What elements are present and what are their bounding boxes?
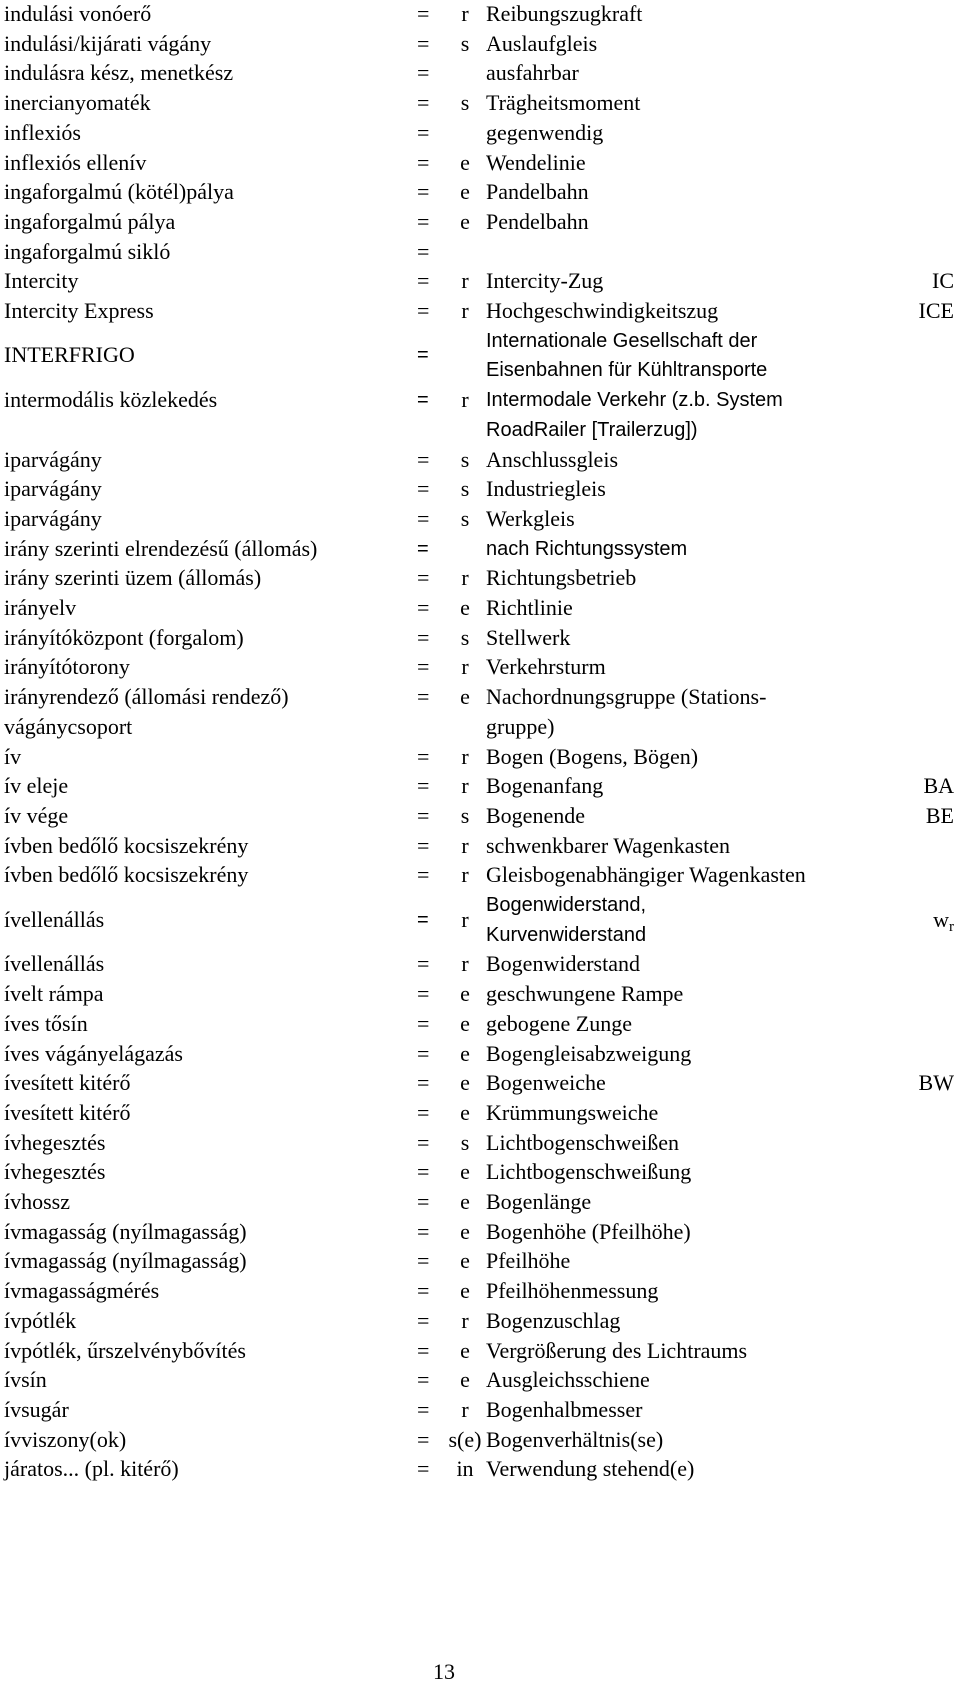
equals-sign: = <box>417 951 430 977</box>
gender-marker: r <box>461 773 469 799</box>
german-term: Trägheitsmoment <box>486 90 641 116</box>
german-term: Lichtbogenschweißung <box>486 1159 692 1185</box>
abbreviation <box>933 904 954 943</box>
equals-sign: = <box>417 654 430 680</box>
hungarian-term: ívviszony(ok) <box>4 1426 127 1452</box>
gender-marker: s <box>460 446 470 472</box>
glossary-row <box>0 1186 960 1216</box>
hungarian-term: indulási vonóerő <box>4 1 152 26</box>
hungarian-term: inflexiós ellenív <box>4 149 147 175</box>
german-term: Auslaufgleis <box>486 30 598 56</box>
equals-sign: = <box>417 60 430 86</box>
gender-marker: s <box>460 1129 470 1155</box>
glossary-row <box>0 295 960 325</box>
hungarian-term: ívesített kitérő <box>4 1099 131 1125</box>
german-term: Ausgleichsschiene <box>486 1367 650 1393</box>
gender-marker: e <box>460 1159 470 1185</box>
gender-marker: r <box>461 1396 469 1422</box>
gender-marker: e <box>460 1189 470 1214</box>
gender-marker: s <box>460 30 470 56</box>
gender-marker: e <box>460 684 470 710</box>
equals-sign: = <box>417 1189 430 1214</box>
hungarian-term: íves tősín <box>4 1010 88 1036</box>
abbreviation-text: BA <box>923 773 954 799</box>
glossary-row <box>0 978 960 1008</box>
hungarian-term: ívellenállás <box>4 906 105 932</box>
equals-sign: = <box>417 1218 430 1244</box>
equals-sign: = <box>417 537 429 560</box>
equals-sign: = <box>417 344 429 367</box>
page-number: 13 <box>433 1659 455 1684</box>
glossary-row <box>0 1008 960 1038</box>
gender-marker: r <box>461 298 469 323</box>
german-term: gruppe) <box>486 713 555 739</box>
equals-sign: = <box>417 149 430 175</box>
german-term: Intermodale Verkehr (z.b. System <box>486 389 783 412</box>
glossary-row <box>0 1097 960 1127</box>
gender-marker: e <box>460 1248 470 1274</box>
gender-marker: e <box>460 1278 470 1304</box>
german-term: Bogenhalbmesser <box>486 1396 643 1422</box>
hungarian-term: ívhossz <box>4 1189 70 1214</box>
german-term: Bogenverhältnis(se) <box>486 1426 664 1452</box>
glossary-row <box>0 681 960 740</box>
equals-sign: = <box>417 862 430 888</box>
hungarian-term: járatos... (pl. kitérő) <box>4 1456 179 1482</box>
glossary-row <box>0 651 960 681</box>
glossary-row <box>0 1245 960 1275</box>
glossary-row <box>0 1038 960 1068</box>
glossary-row <box>0 176 960 206</box>
glossary-row <box>0 325 960 384</box>
german-term: Intercity-Zug <box>486 268 604 294</box>
german-term: Bogenwiderstand, <box>486 894 647 916</box>
equals-sign: = <box>417 1040 430 1066</box>
german-term: Bogenanfang <box>486 773 604 799</box>
glossary-row <box>0 236 960 266</box>
gender-marker: s(e) <box>448 1426 482 1452</box>
gender-marker: e <box>460 179 470 205</box>
german-term: Bogenende <box>486 802 585 828</box>
gender-marker: s <box>460 90 470 116</box>
glossary-row <box>0 206 960 236</box>
hungarian-term: vágánycsoport <box>4 713 133 739</box>
equals-sign: = <box>417 684 430 710</box>
glossary-row <box>0 57 960 87</box>
german-term: Bogenzuschlag <box>486 1307 621 1333</box>
german-term: Bogen (Bogens, Bögen) <box>486 743 699 769</box>
gender-marker: r <box>461 387 469 413</box>
german-term: gebogene Zunge <box>486 1010 632 1036</box>
glossary-row <box>0 533 960 563</box>
glossary-row <box>0 741 960 771</box>
glossary-row <box>0 800 960 830</box>
abbreviation <box>932 265 954 297</box>
german-term: RoadRailer [Trailerzug]) <box>486 418 698 441</box>
hungarian-term: ívmagasság (nyílmagasság) <box>4 1248 247 1274</box>
gender-marker: r <box>461 743 469 769</box>
equals-sign: = <box>417 179 430 205</box>
gender-marker: r <box>461 654 469 680</box>
gender-marker: e <box>460 981 470 1007</box>
german-term: Wendelinie <box>486 149 586 175</box>
hungarian-term: ívben bedőlő kocsiszekrény <box>4 832 249 858</box>
hungarian-term: inercianyomaték <box>4 90 151 116</box>
hungarian-term: ívmagasságmérés <box>4 1278 160 1304</box>
gender-marker: s <box>460 624 470 650</box>
german-term: Pfeilhöhe <box>486 1248 571 1274</box>
equals-sign: = <box>417 773 430 799</box>
equals-sign: = <box>417 268 430 294</box>
hungarian-term: iparvágány <box>4 505 102 531</box>
german-term: ausfahrbar <box>486 60 579 86</box>
equals-sign: = <box>417 565 430 591</box>
equals-sign: = <box>417 908 429 931</box>
german-term: Stellwerk <box>486 624 571 650</box>
hungarian-term: ívpótlék <box>4 1307 77 1333</box>
equals-sign: = <box>417 389 429 412</box>
equals-sign: = <box>417 476 430 502</box>
hungarian-term: ívsugár <box>4 1396 69 1422</box>
hungarian-term: Intercity <box>4 268 79 294</box>
abbreviation <box>919 1067 954 1099</box>
german-term: Lichtbogenschweißen <box>486 1129 680 1155</box>
gender-marker: r <box>461 1 469 26</box>
german-term: Anschlussgleis <box>486 446 618 472</box>
equals-sign: = <box>417 119 430 145</box>
glossary-row <box>0 1424 960 1454</box>
equals-sign: = <box>417 298 430 323</box>
german-term: Richtungsbetrieb <box>486 565 637 591</box>
glossary-row <box>0 859 960 889</box>
glossary-row <box>0 28 960 58</box>
equals-sign: = <box>417 802 430 828</box>
german-term: Pendelbahn <box>486 208 589 234</box>
hungarian-term: intermodális közlekedés <box>4 387 218 413</box>
glossary-row <box>0 384 960 443</box>
glossary-row <box>0 1067 960 1097</box>
equals-sign: = <box>417 1396 430 1422</box>
hungarian-term: ívelt rámpa <box>4 981 104 1007</box>
gender-marker: e <box>460 1070 470 1096</box>
equals-sign: = <box>417 1426 430 1452</box>
hungarian-term: ívben bedőlő kocsiszekrény <box>4 862 249 888</box>
gender-marker: r <box>461 565 469 591</box>
german-term: Pandelbahn <box>486 179 589 205</box>
hungarian-term: ingaforgalmú pálya <box>4 208 176 234</box>
german-term: Krümmungsweiche <box>486 1099 659 1125</box>
glossary-row <box>0 147 960 177</box>
hungarian-term: ívhegesztés <box>4 1159 106 1185</box>
german-term: schwenkbarer Wagenkasten <box>486 832 730 858</box>
german-term: Industriegleis <box>486 476 606 502</box>
equals-sign: = <box>417 505 430 531</box>
german-term: Bogenhöhe (Pfeilhöhe) <box>486 1218 691 1244</box>
equals-sign: = <box>417 238 430 264</box>
hungarian-term: ív eleje <box>4 773 69 799</box>
equals-sign: = <box>417 1099 430 1125</box>
hungarian-term: ívpótlék, űrszelvénybővítés <box>4 1337 246 1363</box>
glossary-row <box>0 1335 960 1365</box>
equals-sign: = <box>417 1070 430 1096</box>
german-term: Eisenbahnen für Kühltransporte <box>486 359 768 382</box>
german-term: Bogenweiche <box>486 1070 606 1096</box>
german-term: Vergrößerung des Lichtraums <box>486 1337 748 1363</box>
gender-marker: r <box>461 268 469 294</box>
hungarian-term: ívhegesztés <box>4 1129 106 1155</box>
glossary-row <box>0 117 960 147</box>
glossary-row <box>0 0 960 28</box>
german-term: Hochgeschwindigkeitszug <box>486 298 719 323</box>
german-term: Gleisbogenabhängiger Wagenkasten <box>486 862 806 888</box>
abbreviation-text: ICE <box>918 298 954 323</box>
glossary-row <box>0 830 960 860</box>
german-term: Kurvenwiderstand <box>486 923 647 946</box>
hungarian-term: ívsín <box>4 1367 47 1393</box>
equals-sign: = <box>417 624 430 650</box>
hungarian-term: ívesített kitérő <box>4 1070 131 1096</box>
glossary-row <box>0 948 960 978</box>
equals-sign: = <box>417 208 430 234</box>
gender-marker: e <box>460 149 470 175</box>
gender-marker: r <box>461 906 469 932</box>
german-term: Reibungszugkraft <box>486 1 643 26</box>
glossary-row <box>0 444 960 474</box>
german-term: Bogenwiderstand <box>486 951 640 977</box>
gender-marker: r <box>461 951 469 977</box>
gender-marker: in <box>456 1456 474 1482</box>
glossary-row <box>0 1156 960 1186</box>
equals-sign: = <box>417 1010 430 1036</box>
gender-marker: s <box>460 802 470 828</box>
glossary-row <box>0 592 960 622</box>
gender-marker: e <box>460 1337 470 1363</box>
gender-marker: r <box>461 832 469 858</box>
equals-sign: = <box>417 1278 430 1304</box>
german-term: Bogenlänge <box>486 1189 592 1214</box>
hungarian-term: indulásra kész, menetkész <box>4 60 234 86</box>
glossary-row <box>0 1275 960 1305</box>
equals-sign: = <box>417 1456 430 1482</box>
german-term: gegenwendig <box>486 119 604 145</box>
gender-marker: r <box>461 862 469 888</box>
abbreviation <box>923 770 954 802</box>
equals-sign: = <box>417 30 430 56</box>
hungarian-term: ívellenállás <box>4 951 105 977</box>
german-term: nach Richtungssystem <box>486 537 688 560</box>
gender-marker: r <box>461 1307 469 1333</box>
glossary-row <box>0 503 960 533</box>
gender-marker: e <box>460 208 470 234</box>
gender-marker: e <box>460 1367 470 1393</box>
equals-sign: = <box>417 90 430 116</box>
gender-marker: e <box>460 595 470 620</box>
hungarian-term: íves vágányelágazás <box>4 1040 183 1066</box>
german-term: Richtlinie <box>486 595 573 620</box>
hungarian-term: irány szerinti elrendezésű (állomás) <box>4 535 318 561</box>
german-term: Verkehrsturm <box>486 654 606 680</box>
abbreviation-text: BW <box>918 1070 954 1096</box>
glossary-row <box>0 473 960 503</box>
hungarian-term: irányelv <box>4 595 77 620</box>
equals-sign: = <box>417 1129 430 1155</box>
gender-marker: e <box>460 1010 470 1036</box>
hungarian-term: inflexiós <box>4 119 81 145</box>
german-term: Nachordnungsgruppe (Stations- <box>486 684 767 710</box>
equals-sign: = <box>417 1367 430 1393</box>
hungarian-term: irányrendező (állomási rendező) <box>4 684 289 710</box>
hungarian-term: ingaforgalmú (kötél)pálya <box>4 179 234 205</box>
german-term: Internationale Gesellschaft der <box>486 329 758 352</box>
german-term: Pfeilhöhenmessung <box>486 1278 659 1304</box>
glossary-row <box>0 622 960 652</box>
hungarian-term: INTERFRIGO <box>4 342 135 368</box>
abbreviation-subscript: r <box>949 918 954 935</box>
glossary-row <box>0 1216 960 1246</box>
abbreviation-text: IC <box>932 268 954 294</box>
glossary-row <box>0 265 960 295</box>
equals-sign: = <box>417 743 430 769</box>
equals-sign: = <box>417 595 430 620</box>
equals-sign: = <box>417 1307 430 1333</box>
abbreviation-text: BE <box>925 802 954 828</box>
glossary-row <box>0 87 960 117</box>
hungarian-term: indulási/kijárati vágány <box>4 30 212 56</box>
glossary-row <box>0 1453 960 1483</box>
german-term: geschwungene Rampe <box>486 981 684 1007</box>
equals-sign: = <box>417 1159 430 1185</box>
abbreviation-text: w <box>933 906 949 932</box>
glossary-row <box>0 1394 960 1424</box>
gender-marker: s <box>460 476 470 502</box>
hungarian-term: Intercity Express <box>4 298 154 323</box>
glossary-row <box>0 770 960 800</box>
hungarian-term: ív <box>4 743 22 769</box>
gender-marker: e <box>460 1040 470 1066</box>
glossary-row <box>0 1305 960 1335</box>
hungarian-term: ív vége <box>4 802 69 828</box>
equals-sign: = <box>417 1337 430 1363</box>
glossary-row <box>0 889 960 948</box>
glossary-row <box>0 1364 960 1394</box>
gender-marker: e <box>460 1099 470 1125</box>
glossary-row <box>0 1127 960 1157</box>
equals-sign: = <box>417 832 430 858</box>
gender-marker: s <box>460 505 470 531</box>
abbreviation <box>926 800 954 832</box>
equals-sign: = <box>417 446 430 472</box>
hungarian-term: irányítótorony <box>4 654 130 680</box>
german-term: Werkgleis <box>486 505 575 531</box>
abbreviation <box>919 295 954 327</box>
hungarian-term: ívmagasság (nyílmagasság) <box>4 1218 247 1244</box>
equals-sign: = <box>417 981 430 1007</box>
hungarian-term: ingaforgalmú sikló <box>4 238 171 264</box>
equals-sign: = <box>417 1248 430 1274</box>
glossary-row <box>0 562 960 592</box>
hungarian-term: iparvágány <box>4 446 102 472</box>
hungarian-term: irány szerinti üzem (állomás) <box>4 565 262 591</box>
german-term: Verwendung stehend(e) <box>486 1456 695 1482</box>
equals-sign: = <box>417 1 430 26</box>
hungarian-term: iparvágány <box>4 476 102 502</box>
german-term: Bogengleisabzweigung <box>486 1040 692 1066</box>
hungarian-term: irányítóközpont (forgalom) <box>4 624 244 650</box>
gender-marker: e <box>460 1218 470 1244</box>
